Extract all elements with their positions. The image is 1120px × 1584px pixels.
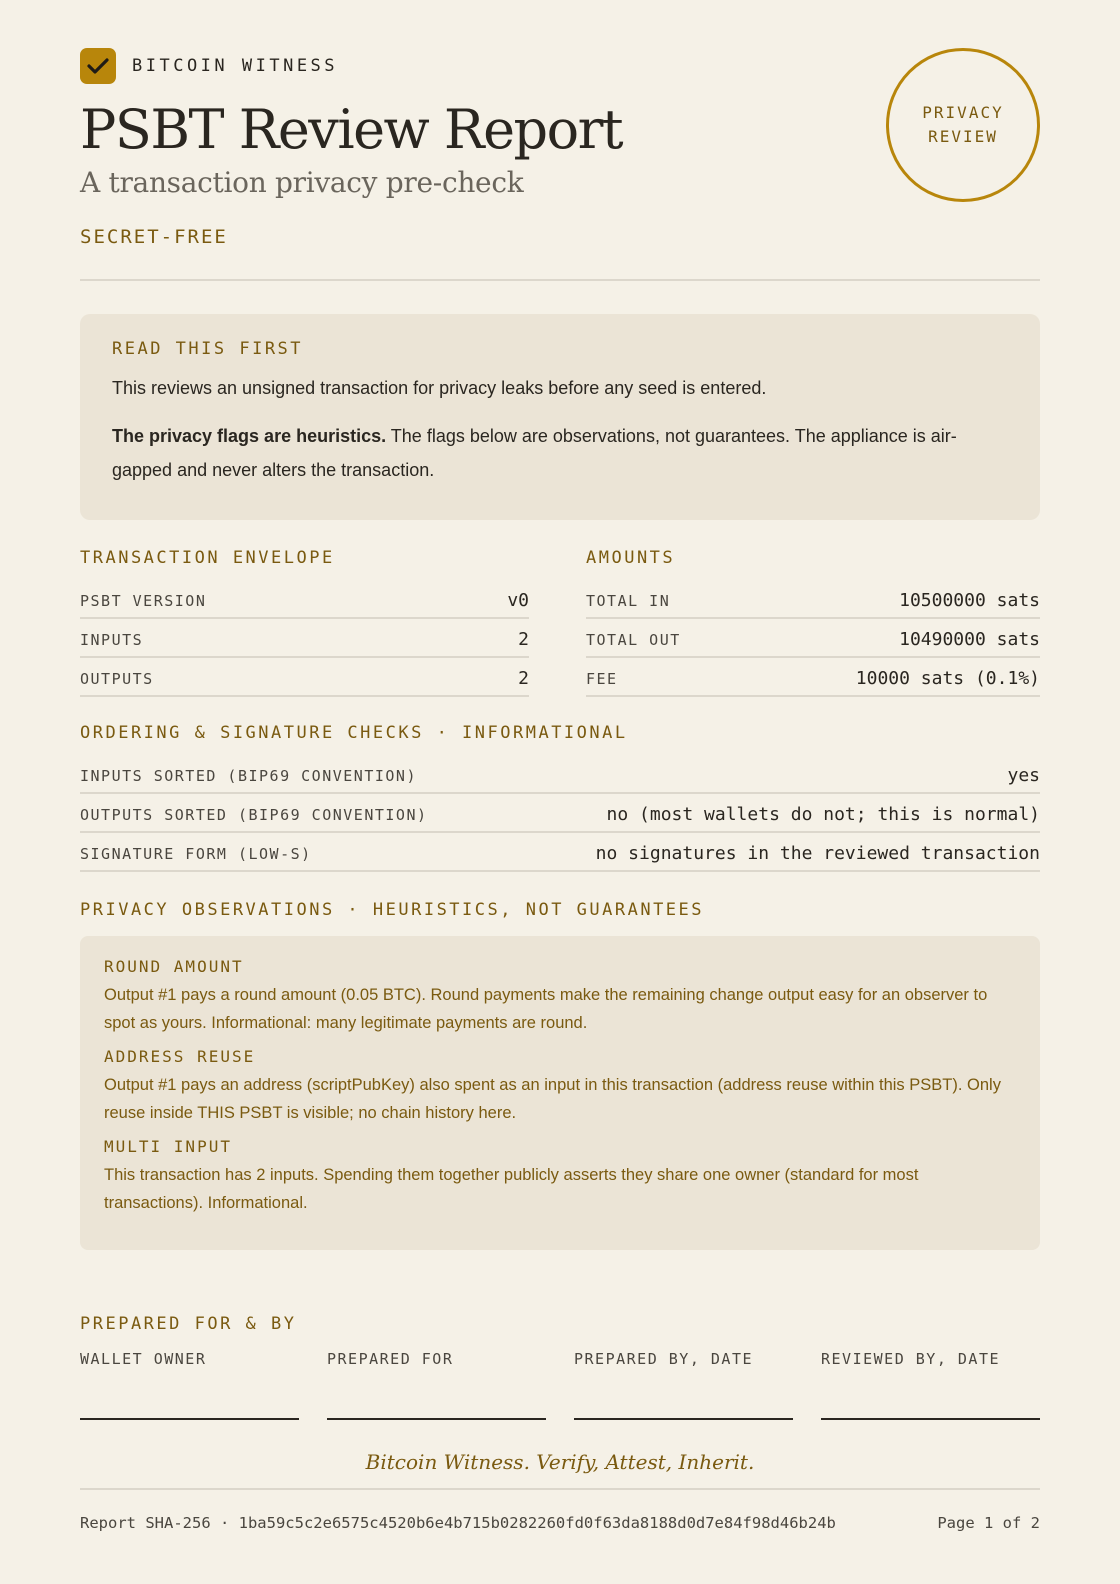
- brand-name: BITCOIN WITNESS: [132, 56, 339, 76]
- notice-intro: This reviews an unsigned transaction for privacy leaks before any seed is entered.: [112, 378, 767, 398]
- observations-heading: PRIVACY OBSERVATIONS · HEURISTICS, NOT GUARANTEES: [80, 900, 705, 920]
- kv-row: [80, 833, 1040, 872]
- page-subtitle: A transaction privacy pre-check: [80, 166, 524, 199]
- kv-key: TOTAL IN: [586, 591, 671, 610]
- signature-label: PREPARED BY, DATE: [574, 1350, 754, 1368]
- kv-key: FEE: [586, 669, 618, 688]
- checks-heading: ORDERING & SIGNATURE CHECKS · INFORMATIONAL: [80, 723, 628, 743]
- kv-value: 10500000 sats: [899, 590, 1040, 611]
- observation-title: ROUND AMOUNT: [104, 957, 244, 976]
- kv-key: TOTAL OUT: [586, 630, 681, 649]
- signature-line: [574, 1418, 793, 1420]
- page-title: PSBT Review Report: [80, 98, 623, 161]
- signature-line: [821, 1418, 1040, 1420]
- observation-text: Output #1 pays a round amount (0.05 BTC). Round payments make the remaining change output easy for an observer to spot as yours. Informational: many legitimate payments are round.: [104, 986, 988, 1032]
- privacy-review-seal: [886, 48, 1040, 202]
- kv-key: INPUTS: [80, 630, 144, 649]
- kv-value: 2: [518, 668, 529, 689]
- privacy-observations: [80, 936, 1040, 1250]
- observation-title: ADDRESS REUSE: [104, 1047, 256, 1066]
- seal-line-2: REVIEW: [928, 127, 998, 146]
- kv-row: [80, 794, 1040, 833]
- kv-key: OUTPUTS SORTED (BIP69 CONVENTION): [80, 805, 428, 824]
- ordering-signature-checks: [80, 723, 1040, 872]
- kv-value: yes: [1007, 765, 1040, 786]
- kv-key: INPUTS SORTED (BIP69 CONVENTION): [80, 766, 417, 785]
- observation-text: This transaction has 2 inputs. Spending them together publicly asserts they share one owner (standard for most transactions). Informational.: [104, 1166, 919, 1212]
- signature-line: [327, 1418, 546, 1420]
- notice-heading: READ THIS FIRST: [112, 339, 304, 359]
- kv-row: [80, 755, 1040, 794]
- footer-divider: [80, 1488, 1040, 1490]
- signoff-heading: PREPARED FOR & BY: [80, 1314, 297, 1334]
- kv-value: no (most wallets do not; this is normal): [606, 804, 1040, 825]
- seal-line-1: PRIVACY: [922, 103, 1004, 122]
- kv-value: 10490000 sats: [899, 629, 1040, 650]
- envelope-heading: TRANSACTION ENVELOPE: [80, 548, 335, 568]
- signature-line: [80, 1418, 299, 1420]
- brand: [80, 48, 338, 84]
- signature-field-prepared-for[interactable]: [327, 1350, 546, 1420]
- kv-row: [586, 580, 1040, 619]
- secret-free-tag: SECRET-FREE: [80, 226, 228, 248]
- report-page: [80, 0, 1040, 1584]
- kv-value: no signatures in the reviewed transaction: [595, 843, 1040, 864]
- notice-bold-lead: The privacy flags are heuristics.: [112, 426, 387, 446]
- transaction-envelope: [80, 548, 529, 697]
- read-first-notice: [80, 314, 1040, 520]
- notice-body: [112, 419, 1008, 487]
- observation-title: MULTI INPUT: [104, 1137, 232, 1156]
- signature-label: WALLET OWNER: [80, 1350, 207, 1368]
- kv-value: 10000 sats (0.1%): [855, 668, 1040, 689]
- notice-detail: The flags below are observations, not guarantees. The appliance is air-gapped and never alters the transaction.: [112, 426, 957, 480]
- signature-label: REVIEWED BY, DATE: [821, 1350, 1001, 1368]
- signature-field-prepared-by[interactable]: [574, 1350, 793, 1420]
- kv-row: [80, 619, 529, 658]
- kv-value: v0: [507, 590, 529, 611]
- page-number: Page 1 of 2: [937, 1514, 1040, 1532]
- report-hash: Report SHA-256 · 1ba59c5c2e6575c4520b6e4b715b0282260fd0f63da8188d0d7e84f98d46b24b: [80, 1514, 836, 1532]
- observation-text: Output #1 pays an address (scriptPubKey) also spent as an input in this transaction (address reuse within this PSBT). Only reuse inside THIS PSBT is visible; no chain history here.: [104, 1076, 1001, 1122]
- observation-item: [104, 1136, 1016, 1217]
- signature-field-reviewed-by[interactable]: [821, 1350, 1040, 1420]
- kv-row: [586, 619, 1040, 658]
- kv-row: [586, 658, 1040, 697]
- checkmark-icon: [80, 48, 116, 84]
- signature-fields: [80, 1350, 1040, 1420]
- kv-key: PSBT VERSION: [80, 591, 207, 610]
- header-divider: [80, 279, 1040, 281]
- kv-key: SIGNATURE FORM (LOW-S): [80, 844, 312, 863]
- signature-field-wallet-owner[interactable]: [80, 1350, 299, 1420]
- signature-label: PREPARED FOR: [327, 1350, 454, 1368]
- observation-item: [104, 956, 1016, 1037]
- kv-row: [80, 580, 529, 619]
- kv-value: 2: [518, 629, 529, 650]
- kv-key: OUTPUTS: [80, 669, 154, 688]
- amounts: [586, 548, 1040, 697]
- kv-row: [80, 658, 529, 697]
- amounts-heading: AMOUNTS: [586, 548, 676, 568]
- tagline: Bitcoin Witness. Verify, Attest, Inherit.: [365, 1450, 755, 1474]
- observation-item: [104, 1046, 1016, 1127]
